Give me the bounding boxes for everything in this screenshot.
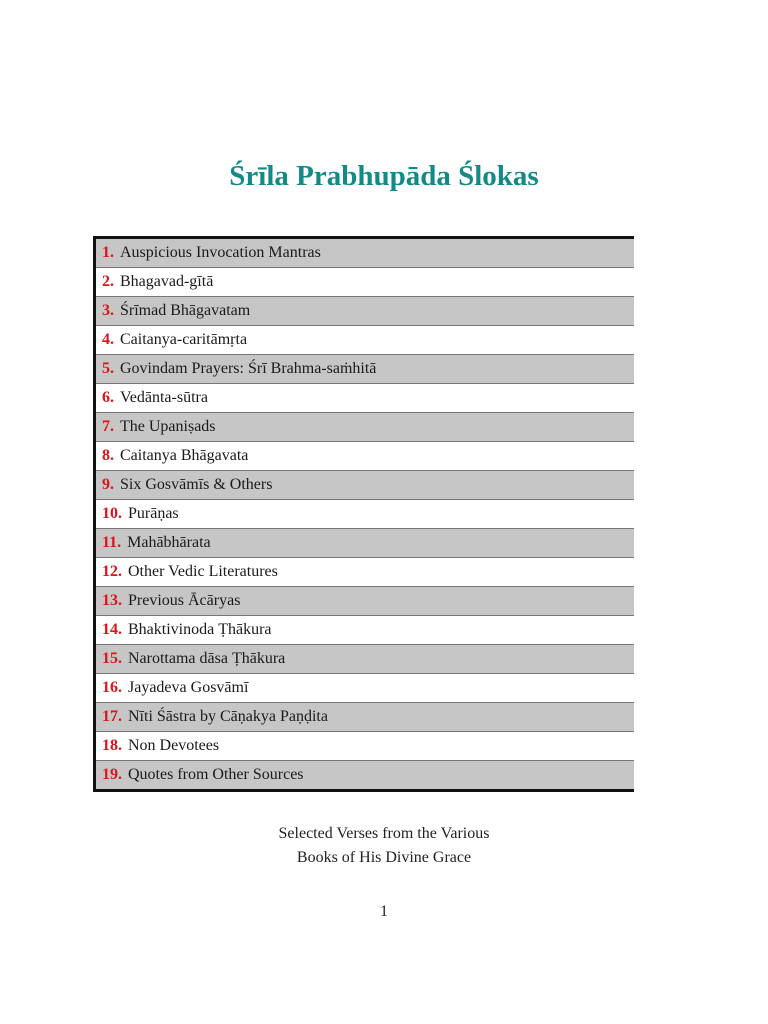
toc-cell[interactable]	[95, 587, 635, 616]
toc-cell[interactable]	[95, 529, 635, 558]
toc-cell[interactable]	[95, 413, 635, 442]
toc-row[interactable]	[95, 558, 635, 587]
toc-item-label[interactable]: Bhaktivinoda Ṭhākura	[128, 621, 272, 638]
toc-item-number: 6.	[102, 389, 114, 406]
toc-cell[interactable]	[95, 326, 635, 355]
toc-cell[interactable]	[95, 442, 635, 471]
toc-item-label[interactable]: Previous Ācāryas	[128, 592, 241, 609]
toc-item-label[interactable]: Jayadeva Gosvāmī	[128, 679, 249, 696]
toc-item-number: 8.	[102, 447, 114, 464]
toc-row[interactable]	[95, 238, 635, 268]
toc-item-label[interactable]: Bhagavad-gītā	[120, 273, 214, 290]
toc-cell[interactable]	[95, 355, 635, 384]
toc-item-number: 2.	[102, 273, 114, 290]
toc-item-number: 3.	[102, 302, 114, 319]
toc-row[interactable]	[95, 268, 635, 297]
toc-cell[interactable]	[95, 268, 635, 297]
toc-row[interactable]	[95, 616, 635, 645]
toc-row[interactable]	[95, 703, 635, 732]
toc-row[interactable]	[95, 761, 635, 791]
toc-cell[interactable]	[95, 645, 635, 674]
toc-item-number: 17.	[102, 708, 122, 725]
toc-row[interactable]	[95, 587, 635, 616]
toc-row[interactable]	[95, 442, 635, 471]
toc-row[interactable]	[95, 384, 635, 413]
toc-item-label[interactable]: Govindam Prayers: Śrī Brahma-saṁhitā	[120, 360, 377, 377]
toc-cell[interactable]	[95, 761, 635, 791]
toc-item-label[interactable]: Auspicious Invocation Mantras	[120, 244, 321, 261]
toc-cell[interactable]	[95, 558, 635, 587]
toc-cell[interactable]	[95, 384, 635, 413]
toc-item-label[interactable]: Narottama dāsa Ṭhākura	[128, 650, 286, 667]
toc-row[interactable]	[95, 674, 635, 703]
toc-item-label[interactable]: Śrīmad Bhāgavatam	[120, 302, 251, 319]
toc-item-number: 12.	[102, 563, 122, 580]
toc-item-number: 5.	[102, 360, 114, 377]
subtitle	[0, 822, 768, 870]
toc-item-number: 4.	[102, 331, 114, 348]
page-number: 1	[380, 903, 388, 920]
toc-item-number: 18.	[102, 737, 122, 754]
toc-item-number: 19.	[102, 766, 122, 783]
toc-row[interactable]	[95, 297, 635, 326]
toc-item-number: 10.	[102, 505, 122, 522]
toc-item-label[interactable]: Other Vedic Literatures	[128, 563, 278, 580]
subtitle-line-1: Selected Verses from the Various	[278, 825, 490, 842]
toc-item-number: 15.	[102, 650, 122, 667]
toc-item-label[interactable]: Nīti Śāstra by Cāṇakya Paṇḍita	[128, 708, 328, 725]
toc-item-number: 16.	[102, 679, 122, 696]
toc-cell[interactable]	[95, 616, 635, 645]
toc-item-label[interactable]: Caitanya-caritāmṛta	[120, 331, 248, 348]
toc-row[interactable]	[95, 529, 635, 558]
toc-item-label[interactable]: Purāṇas	[128, 505, 179, 522]
toc-cell[interactable]	[95, 471, 635, 500]
page-title: Śrīla Prabhupāda Ślokas	[229, 160, 539, 192]
toc-row[interactable]	[95, 732, 635, 761]
toc-cell[interactable]	[95, 674, 635, 703]
toc-row[interactable]	[95, 500, 635, 529]
toc-item-number: 1.	[102, 244, 114, 261]
toc-cell[interactable]	[95, 238, 635, 268]
toc-row[interactable]	[95, 645, 635, 674]
toc-row[interactable]	[95, 471, 635, 500]
toc-cell[interactable]	[95, 297, 635, 326]
toc-item-number: 11.	[102, 534, 122, 551]
toc-row[interactable]	[95, 355, 635, 384]
toc-item-number: 13.	[102, 592, 122, 609]
table-of-contents	[93, 236, 634, 792]
toc-row[interactable]	[95, 413, 635, 442]
toc-item-label[interactable]: Vedānta-sūtra	[120, 389, 208, 406]
toc-item-label[interactable]: Caitanya Bhāgavata	[120, 447, 249, 464]
toc-item-label[interactable]: Mahābhārata	[127, 534, 211, 551]
toc-item-number: 7.	[102, 418, 114, 435]
toc-cell[interactable]	[95, 732, 635, 761]
toc-cell[interactable]	[95, 500, 635, 529]
toc-row[interactable]	[95, 326, 635, 355]
toc-item-label[interactable]: The Upaniṣads	[120, 418, 216, 435]
toc-item-number: 9.	[102, 476, 114, 493]
toc-item-label[interactable]: Non Devotees	[128, 737, 220, 754]
toc-item-label[interactable]: Six Gosvāmīs & Others	[120, 476, 273, 493]
subtitle-line-2: Books of His Divine Grace	[296, 849, 472, 866]
toc-item-label[interactable]: Quotes from Other Sources	[128, 766, 304, 783]
toc-item-number: 14.	[102, 621, 122, 638]
toc-cell[interactable]	[95, 703, 635, 732]
